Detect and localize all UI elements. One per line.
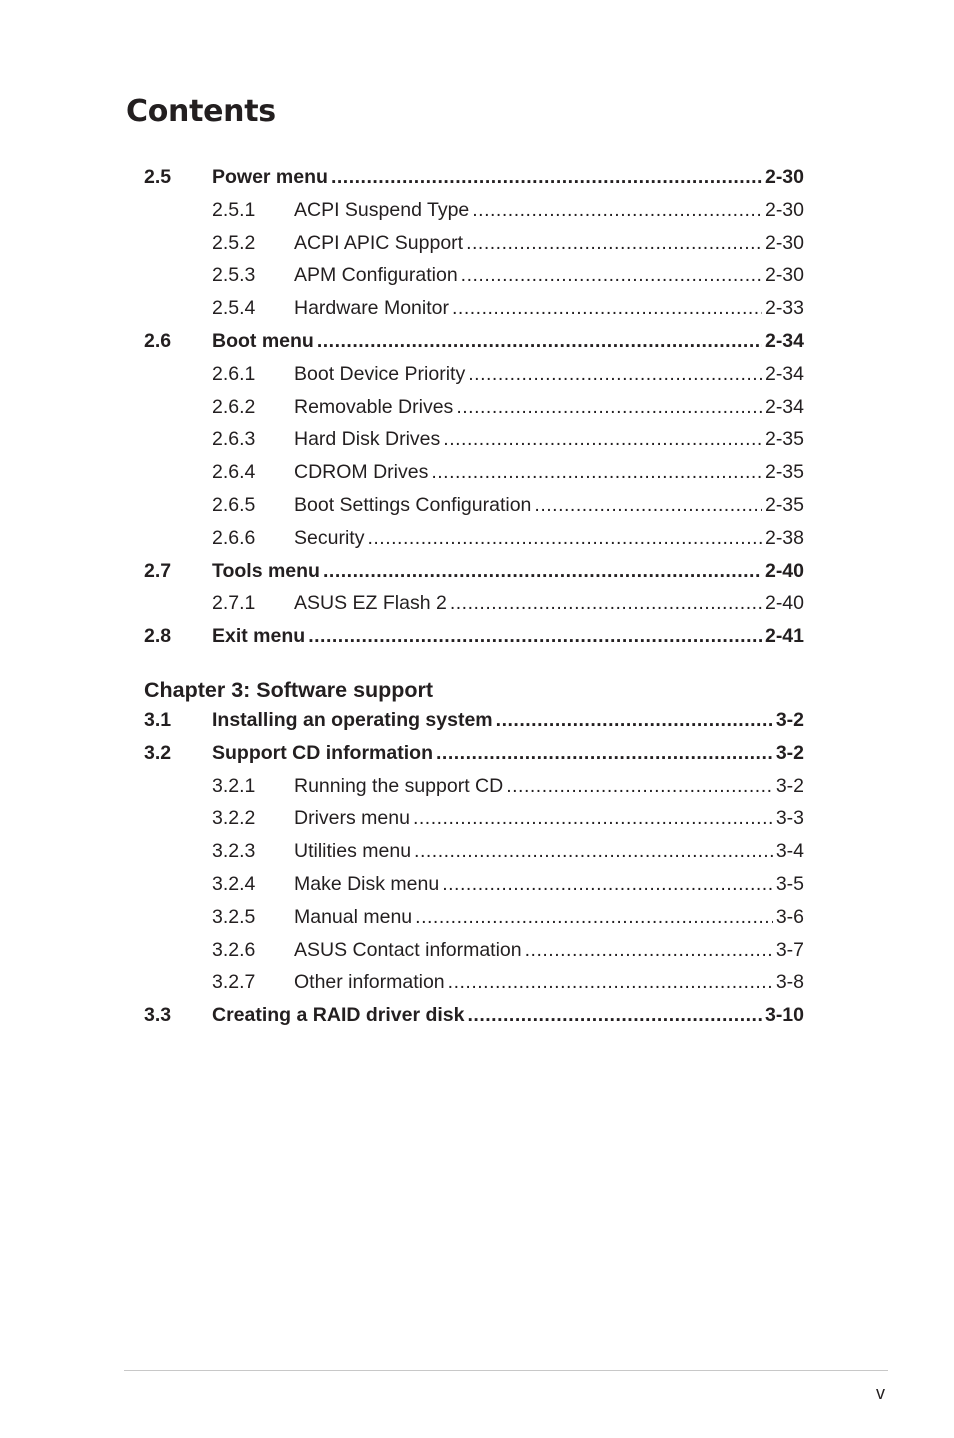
toc-entry-number: 2.5: [144, 166, 172, 188]
toc-entry-number: 3.2.1: [212, 774, 256, 797]
toc-entry-title: Boot Settings Configuration: [294, 493, 532, 516]
toc-section-chapter2: [144, 166, 804, 658]
toc-entry-title: Tools menu: [212, 559, 320, 582]
toc-entry-page: 2-35: [764, 493, 804, 516]
toc-entry-minor[interactable]: [144, 906, 804, 939]
toc-entry-minor[interactable]: [144, 199, 804, 232]
footer-divider: [124, 1370, 888, 1371]
toc-entry-page: 2-33: [764, 297, 804, 320]
toc-entry-major[interactable]: [144, 166, 804, 199]
toc-dot-leader: [413, 807, 773, 830]
chapter-heading: Chapter 3: Software support: [144, 678, 434, 702]
toc-entry-number: 2.6: [144, 329, 172, 352]
toc-entry-number: 3.2.7: [212, 971, 256, 994]
toc-entry-title: Hardware Monitor: [294, 297, 449, 320]
toc-entry-page: 2-35: [764, 461, 804, 484]
toc-dot-leader: [436, 742, 773, 765]
toc-entry-number: 2.5.1: [212, 198, 256, 221]
toc-entry-number: 2.6.6: [212, 526, 256, 549]
toc-entry-title: APM Configuration: [294, 264, 458, 287]
toc-entry-page: 3-7: [775, 938, 804, 961]
toc-dot-leader: [431, 461, 762, 484]
toc-entry-page: 2-38: [764, 526, 804, 549]
toc-entry-page: 3-3: [775, 807, 804, 830]
toc-entry-minor[interactable]: [144, 840, 804, 873]
toc-entry-major[interactable]: [144, 742, 804, 775]
toc-entry-number: 3.2: [144, 741, 172, 764]
toc-entry-title: Boot Device Priority: [294, 362, 466, 385]
toc-dot-leader: [317, 330, 762, 353]
toc-entry-minor[interactable]: [144, 971, 804, 1004]
toc-section-chapter3: [144, 709, 804, 1037]
toc-entry-minor[interactable]: [144, 363, 804, 396]
toc-entry-minor[interactable]: [144, 297, 804, 330]
toc-entry-number: 2.6.4: [212, 461, 256, 484]
toc-entry-title: ACPI APIC Support: [294, 231, 464, 254]
toc-dot-leader: [367, 527, 762, 550]
toc-dot-leader: [461, 264, 762, 287]
toc-entry-page: 2-40: [764, 592, 804, 615]
toc-entry-title: Manual menu: [294, 905, 413, 928]
toc-entry-minor[interactable]: [144, 775, 804, 808]
toc-entry-title: ACPI Suspend Type: [294, 198, 470, 221]
toc-entry-minor[interactable]: [144, 807, 804, 840]
toc-entry-number: 3.1: [144, 709, 172, 731]
toc-entry-page: 2-41: [764, 625, 804, 648]
toc-entry-title: Removable Drives: [294, 395, 454, 418]
toc-entry-number: 3.2.6: [212, 938, 256, 961]
toc-entry-number: 2.8: [144, 625, 172, 648]
toc-entry-title: Boot menu: [212, 329, 314, 352]
toc-entry-minor[interactable]: [144, 264, 804, 297]
toc-entry-number: 2.7.1: [212, 592, 256, 615]
toc-entry-title: Support CD information: [212, 741, 433, 764]
toc-entry-page: 2-34: [764, 329, 804, 352]
toc-dot-leader: [450, 592, 762, 615]
toc-entry-title: Utilities menu: [294, 840, 412, 863]
toc-entry-title: Running the support CD: [294, 774, 504, 797]
toc-entry-number: 2.6.3: [212, 428, 256, 451]
toc-entry-page: 2-35: [764, 428, 804, 451]
toc-entry-page: 2-34: [764, 395, 804, 418]
page-title: Contents: [126, 94, 276, 129]
toc-dot-leader: [534, 494, 762, 517]
toc-entry-page: 3-2: [775, 709, 804, 731]
toc-entry-page: 3-4: [775, 840, 804, 863]
toc-dot-leader: [414, 840, 773, 863]
toc-entry-number: 3.2.3: [212, 840, 256, 863]
toc-dot-leader: [468, 1004, 762, 1027]
toc-entry-number: 2.6.5: [212, 493, 256, 516]
toc-entry-number: 3.3: [144, 1004, 172, 1027]
toc-entry-title: Security: [294, 526, 365, 549]
toc-entry-major[interactable]: [144, 625, 804, 658]
toc-dot-leader: [452, 297, 762, 320]
toc-entry-minor[interactable]: [144, 396, 804, 429]
toc-entry-major[interactable]: [144, 709, 804, 742]
toc-entry-title: ASUS EZ Flash 2: [294, 592, 447, 615]
toc-entry-number: 3.2.4: [212, 872, 256, 895]
toc-dot-leader: [415, 906, 773, 929]
toc-entry-major[interactable]: [144, 1004, 804, 1037]
toc-entry-minor[interactable]: [144, 461, 804, 494]
toc-entry-title: Exit menu: [212, 625, 306, 648]
toc-entry-minor[interactable]: [144, 873, 804, 906]
toc-entry-title: Other information: [294, 971, 445, 994]
toc-dot-leader: [308, 625, 762, 648]
toc-entry-page: 3-2: [775, 741, 804, 764]
toc-dot-leader: [525, 939, 773, 962]
toc-entry-number: 3.2.2: [212, 807, 256, 830]
toc-entry-page: 2-30: [764, 166, 804, 188]
toc-dot-leader: [496, 709, 773, 732]
footer-page-number: v: [876, 1383, 885, 1403]
toc-entry-minor[interactable]: [144, 494, 804, 527]
toc-dot-leader: [456, 396, 762, 419]
toc-entry-minor[interactable]: [144, 527, 804, 560]
toc-entry-page: 2-30: [764, 198, 804, 221]
toc-entry-page: 3-10: [764, 1004, 804, 1027]
toc-entry-title: Hard Disk Drives: [294, 428, 441, 451]
toc-dot-leader: [506, 775, 773, 798]
toc-entry-page: 2-30: [764, 231, 804, 254]
toc-entry-number: 3.2.5: [212, 905, 256, 928]
toc-entry-minor[interactable]: [144, 428, 804, 461]
toc-entry-number: 2.6.1: [212, 362, 256, 385]
toc-entry-number: 2.5.2: [212, 231, 256, 254]
toc-entry-title: Make Disk menu: [294, 872, 440, 895]
toc-entry-number: 2.6.2: [212, 395, 256, 418]
toc-entry-page: 2-34: [764, 362, 804, 385]
toc-entry-page: 3-6: [775, 905, 804, 928]
toc-entry-page: 3-2: [775, 774, 804, 797]
toc-entry-minor[interactable]: [144, 939, 804, 972]
toc-dot-leader: [466, 232, 762, 255]
toc-entry-page: 2-40: [764, 559, 804, 582]
toc-entry-title: Power menu: [212, 166, 328, 188]
toc-entry-major[interactable]: [144, 560, 804, 593]
toc-entry-major[interactable]: [144, 330, 804, 363]
toc-entry-title: CDROM Drives: [294, 461, 429, 484]
toc-entry-number: 2.5.3: [212, 264, 256, 287]
toc-entry-page: 3-8: [775, 971, 804, 994]
toc-entry-title: ASUS Contact information: [294, 938, 522, 961]
toc-dot-leader: [331, 166, 762, 189]
toc-entry-title: Creating a RAID driver disk: [212, 1004, 465, 1027]
toc-dot-leader: [468, 363, 762, 386]
toc-dot-leader: [442, 873, 773, 896]
toc-entry-number: 2.5.4: [212, 297, 256, 320]
toc-entry-minor[interactable]: [144, 232, 804, 265]
toc-entry-page: 2-30: [764, 264, 804, 287]
toc-dot-leader: [443, 428, 762, 451]
toc-entry-title: Installing an operating system: [212, 709, 493, 731]
toc-dot-leader: [323, 560, 762, 583]
toc-dot-leader: [448, 971, 773, 994]
toc-entry-page: 3-5: [775, 872, 804, 895]
toc-entry-title: Drivers menu: [294, 807, 410, 830]
toc-dot-leader: [472, 199, 762, 222]
toc-entry-number: 2.7: [144, 559, 172, 582]
toc-entry-minor[interactable]: [144, 592, 804, 625]
